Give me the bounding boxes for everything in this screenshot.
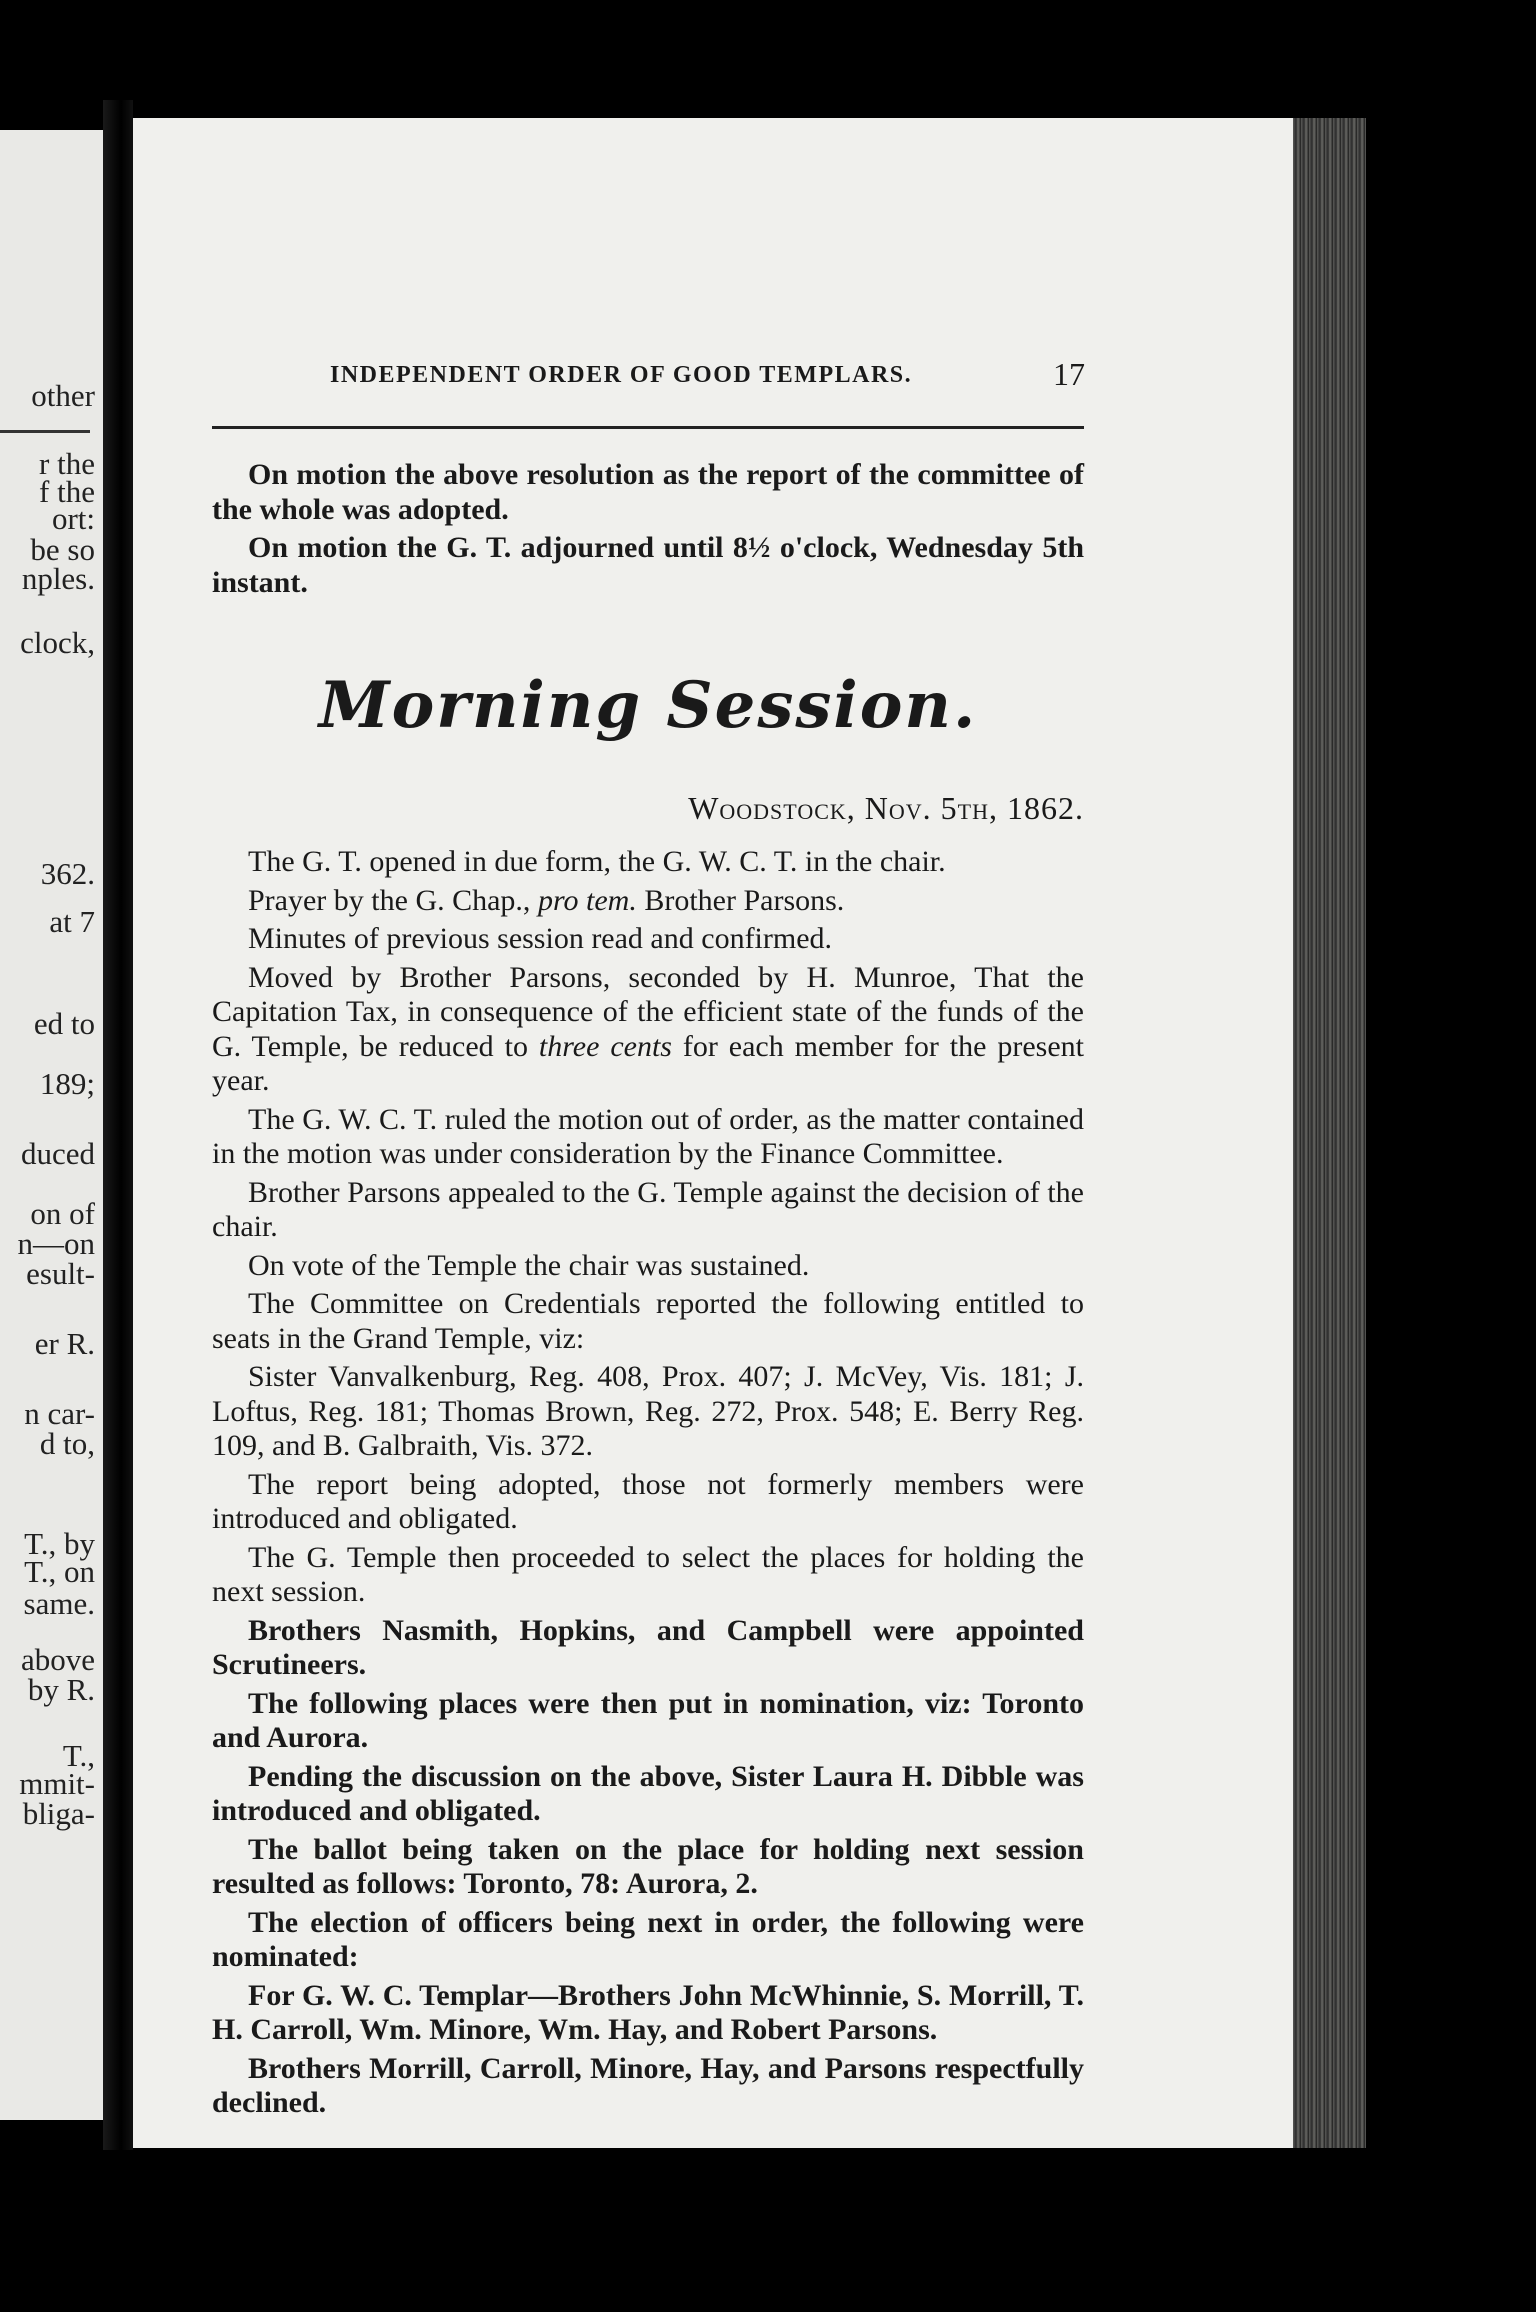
- left-page-fragment: duced: [20, 1136, 95, 1171]
- dateline-text: Woodstock, Nov. 5th, 1862.: [688, 790, 1084, 826]
- page-number: 17: [1053, 356, 1085, 392]
- paragraph: Sister Vanvalkenburg, Reg. 408, Prox. 407; J. McVey, Vis. 181; J. Loftus, Reg. 181; Thomas Brown, Reg. 272, Prox. 548; E. Berry Reg. 109, and B. Galbraith, Vis. 372.: [212, 1360, 1084, 1462]
- text-run: Prayer by the G. Chap.,: [248, 883, 538, 917]
- left-page-fragment: above: [20, 1642, 95, 1677]
- paragraph: [212, 884, 1084, 919]
- left-page-fragment: ed to: [33, 1006, 95, 1041]
- running-head: [330, 356, 1085, 402]
- left-page-fragment: nples.: [21, 561, 95, 596]
- left-page-fragment: esult-: [26, 1256, 95, 1291]
- paragraph: The Committee on Credentials reported the following entitled to seats in the Grand Temple, viz:: [212, 1287, 1084, 1355]
- left-page-fragment: clock,: [20, 625, 95, 660]
- left-page-fragment: r the: [39, 446, 95, 481]
- left-facing-page: [0, 130, 103, 2120]
- left-page-fragment: n car-: [24, 1396, 95, 1431]
- left-page-fragment: bliga-: [22, 1796, 95, 1831]
- header-rule: [212, 426, 1084, 429]
- left-page-fragment: 189;: [39, 1066, 95, 1101]
- paragraph: Brother Parsons appealed to the G. Temple against the decision of the chair.: [212, 1175, 1084, 1243]
- left-page-fragment: 362.: [40, 856, 95, 891]
- left-page-fragment: n—on: [17, 1226, 95, 1261]
- left-page-fragment: T., by: [24, 1526, 95, 1561]
- left-page-fragment: on of: [30, 1196, 95, 1231]
- paragraph: [212, 961, 1084, 1099]
- running-title: INDEPENDENT ORDER OF GOOD TEMPLARS.: [330, 362, 913, 388]
- paragraph: Minutes of previous session read and confirmed.: [248, 922, 833, 955]
- italic-run: three cents: [538, 1029, 672, 1063]
- left-page-fragment: same.: [23, 1586, 95, 1621]
- text-run: for each member for the present year.: [212, 1029, 1084, 1097]
- page-gutter: [103, 100, 133, 2150]
- left-page-fragment: at 7: [49, 904, 95, 939]
- left-page-fragment: d to,: [39, 1426, 95, 1461]
- left-page-fragment: mmit-: [19, 1766, 95, 1801]
- paragraph: Brothers Nasmith, Hopkins, and Campbell were appointed Scrutineers.: [212, 1613, 1084, 1681]
- left-page-fragment: ort:: [51, 501, 95, 536]
- left-page-fragment: f the: [39, 474, 95, 509]
- paragraph: On motion the G. T. adjourned until 8½ o'clock, Wednesday 5th instant.: [212, 531, 1084, 599]
- left-page-fragment: by R.: [27, 1672, 95, 1707]
- paragraph: On motion the above resolution as the report of the committee of the whole was adopted.: [212, 458, 1084, 526]
- paragraph: The G. Temple then proceeded to select the places for holding the next session.: [212, 1540, 1084, 1608]
- paragraph: The G. T. opened in due form, the G. W. C. T. in the chair.: [248, 845, 946, 878]
- dateline: [212, 790, 1084, 827]
- text-run: Moved by Brother Parsons, seconded by H. Munroe, That the Capitation Tax, in consequence of the efficient state of the funds of the G. Temple, be reduced to: [212, 960, 1084, 1063]
- paragraph: The following places were then put in nomination, viz: Toronto and Aurora.: [212, 1686, 1084, 1754]
- paragraph: The election of officers being next in order, the following were nominated:: [212, 1905, 1084, 1973]
- text-run: Brother Parsons.: [636, 883, 845, 917]
- left-page-fragment: T., on: [24, 1554, 95, 1589]
- left-page-rule: [0, 430, 90, 433]
- text-block: [212, 458, 1084, 2125]
- paragraph: Pending the discussion on the above, Sister Laura H. Dibble was introduced and obligated.: [212, 1759, 1084, 1827]
- section-heading: Morning Session.: [318, 668, 978, 743]
- book-edge: [1293, 118, 1366, 2148]
- paragraph: On vote of the Temple the chair was sustained.: [248, 1248, 810, 1282]
- left-page-fragment: be so: [30, 532, 95, 567]
- paragraph: The G. W. C. T. ruled the motion out of order, as the matter contained in the motion was under consideration by the Finance Committee.: [212, 1102, 1084, 1170]
- left-page-fragment: other: [31, 378, 95, 413]
- paragraph: The report being adopted, those not formerly members were introduced and obligated.: [212, 1467, 1084, 1535]
- paragraph: Brothers Morrill, Carroll, Minore, Hay, and Parsons respectfully declined.: [212, 2051, 1084, 2119]
- paragraph: For G. W. C. Templar—Brothers John McWhinnie, S. Morrill, T. H. Carroll, Wm. Minore, Wm. Hay, and Robert Parsons.: [212, 1978, 1084, 2046]
- left-page-fragment: er R.: [34, 1326, 95, 1361]
- left-page-fragment: T.,: [62, 1738, 95, 1773]
- italic-run: pro tem.: [537, 883, 637, 917]
- paragraph: The ballot being taken on the place for holding next session resulted as follows: Toronto, 78: Aurora, 2.: [212, 1832, 1084, 1900]
